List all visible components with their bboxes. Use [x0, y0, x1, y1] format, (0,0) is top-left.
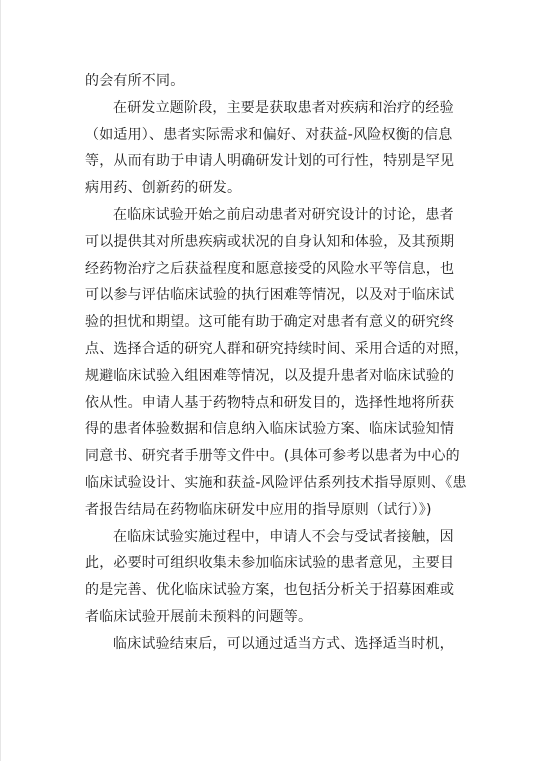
paragraph-1 — [85, 68, 469, 95]
text-line: 者临床试验开展前未预料的问题等。 — [85, 608, 313, 625]
text-line: 此，必要时可组织收集未参加临床试验的患者意见，主要目 — [85, 555, 455, 572]
text-line: 同意书、研究者手册等文件中。(具体可参考以患者为中心的 — [85, 448, 460, 465]
text-line: 在临床试验开始之前启动患者对研究设计的讨论，患者 — [113, 206, 454, 223]
text-line: 可以提供其对所患疾病或状况的自身认知和体验，及其预期 — [85, 233, 455, 250]
paragraph-4 — [85, 524, 469, 631]
text-line: 规避临床试验入组困难等情况，以及提升患者对临床试验的 — [85, 367, 455, 384]
text-line: 经药物治疗之后获益程度和愿意接受的风险水平等信息，也 — [85, 260, 455, 277]
text-line: 的会有所不同。 — [85, 73, 185, 89]
paragraph-2 — [85, 95, 469, 202]
text-line: 的是完善、优化临床试验方案，也包括分析关于招募困难或 — [85, 582, 455, 599]
text-line: 得的患者体验数据和信息纳入临床试验方案、临床试验知情 — [85, 421, 455, 438]
paragraph-3 — [85, 202, 469, 524]
text-line: 在研发立题阶段，主要是获取患者对疾病和治疗的经验 — [113, 99, 454, 116]
body-text — [85, 68, 469, 658]
text-line: 在临床试验实施过程中，申请人不会与受试者接触，因 — [113, 528, 454, 545]
text-line: 者报告结局在药物临床研发中应用的指导原则（试行）》) — [85, 501, 432, 518]
text-line: （如适用）、患者实际需求和偏好、对获益-风险权衡的信息 — [85, 126, 453, 143]
text-line: 临床试验结束后，可以通过适当方式、选择适当时机， — [113, 635, 454, 652]
text-line: 点、选择合适的研究人群和研究持续时间、采用合适的对照， — [85, 340, 469, 357]
text-line: 等，从而有助于申请人明确研发计划的可行性，特别是罕见 — [85, 153, 455, 170]
text-line: 依从性。申请人基于药物特点和研发目的，选择性地将所获 — [85, 394, 455, 411]
text-line: 验的担忧和期望。这可能有助于确定对患者有意义的研究终 — [85, 314, 455, 331]
text-line: 可以参与评估临床试验的执行困难等情况，以及对于临床试 — [85, 287, 455, 304]
text-line: 临床试验设计、实施和获益-风险评估系列技术指导原则、《患 — [85, 474, 467, 491]
text-line: 病用药、创新药的研发。 — [85, 180, 242, 197]
paragraph-5 — [85, 631, 469, 658]
